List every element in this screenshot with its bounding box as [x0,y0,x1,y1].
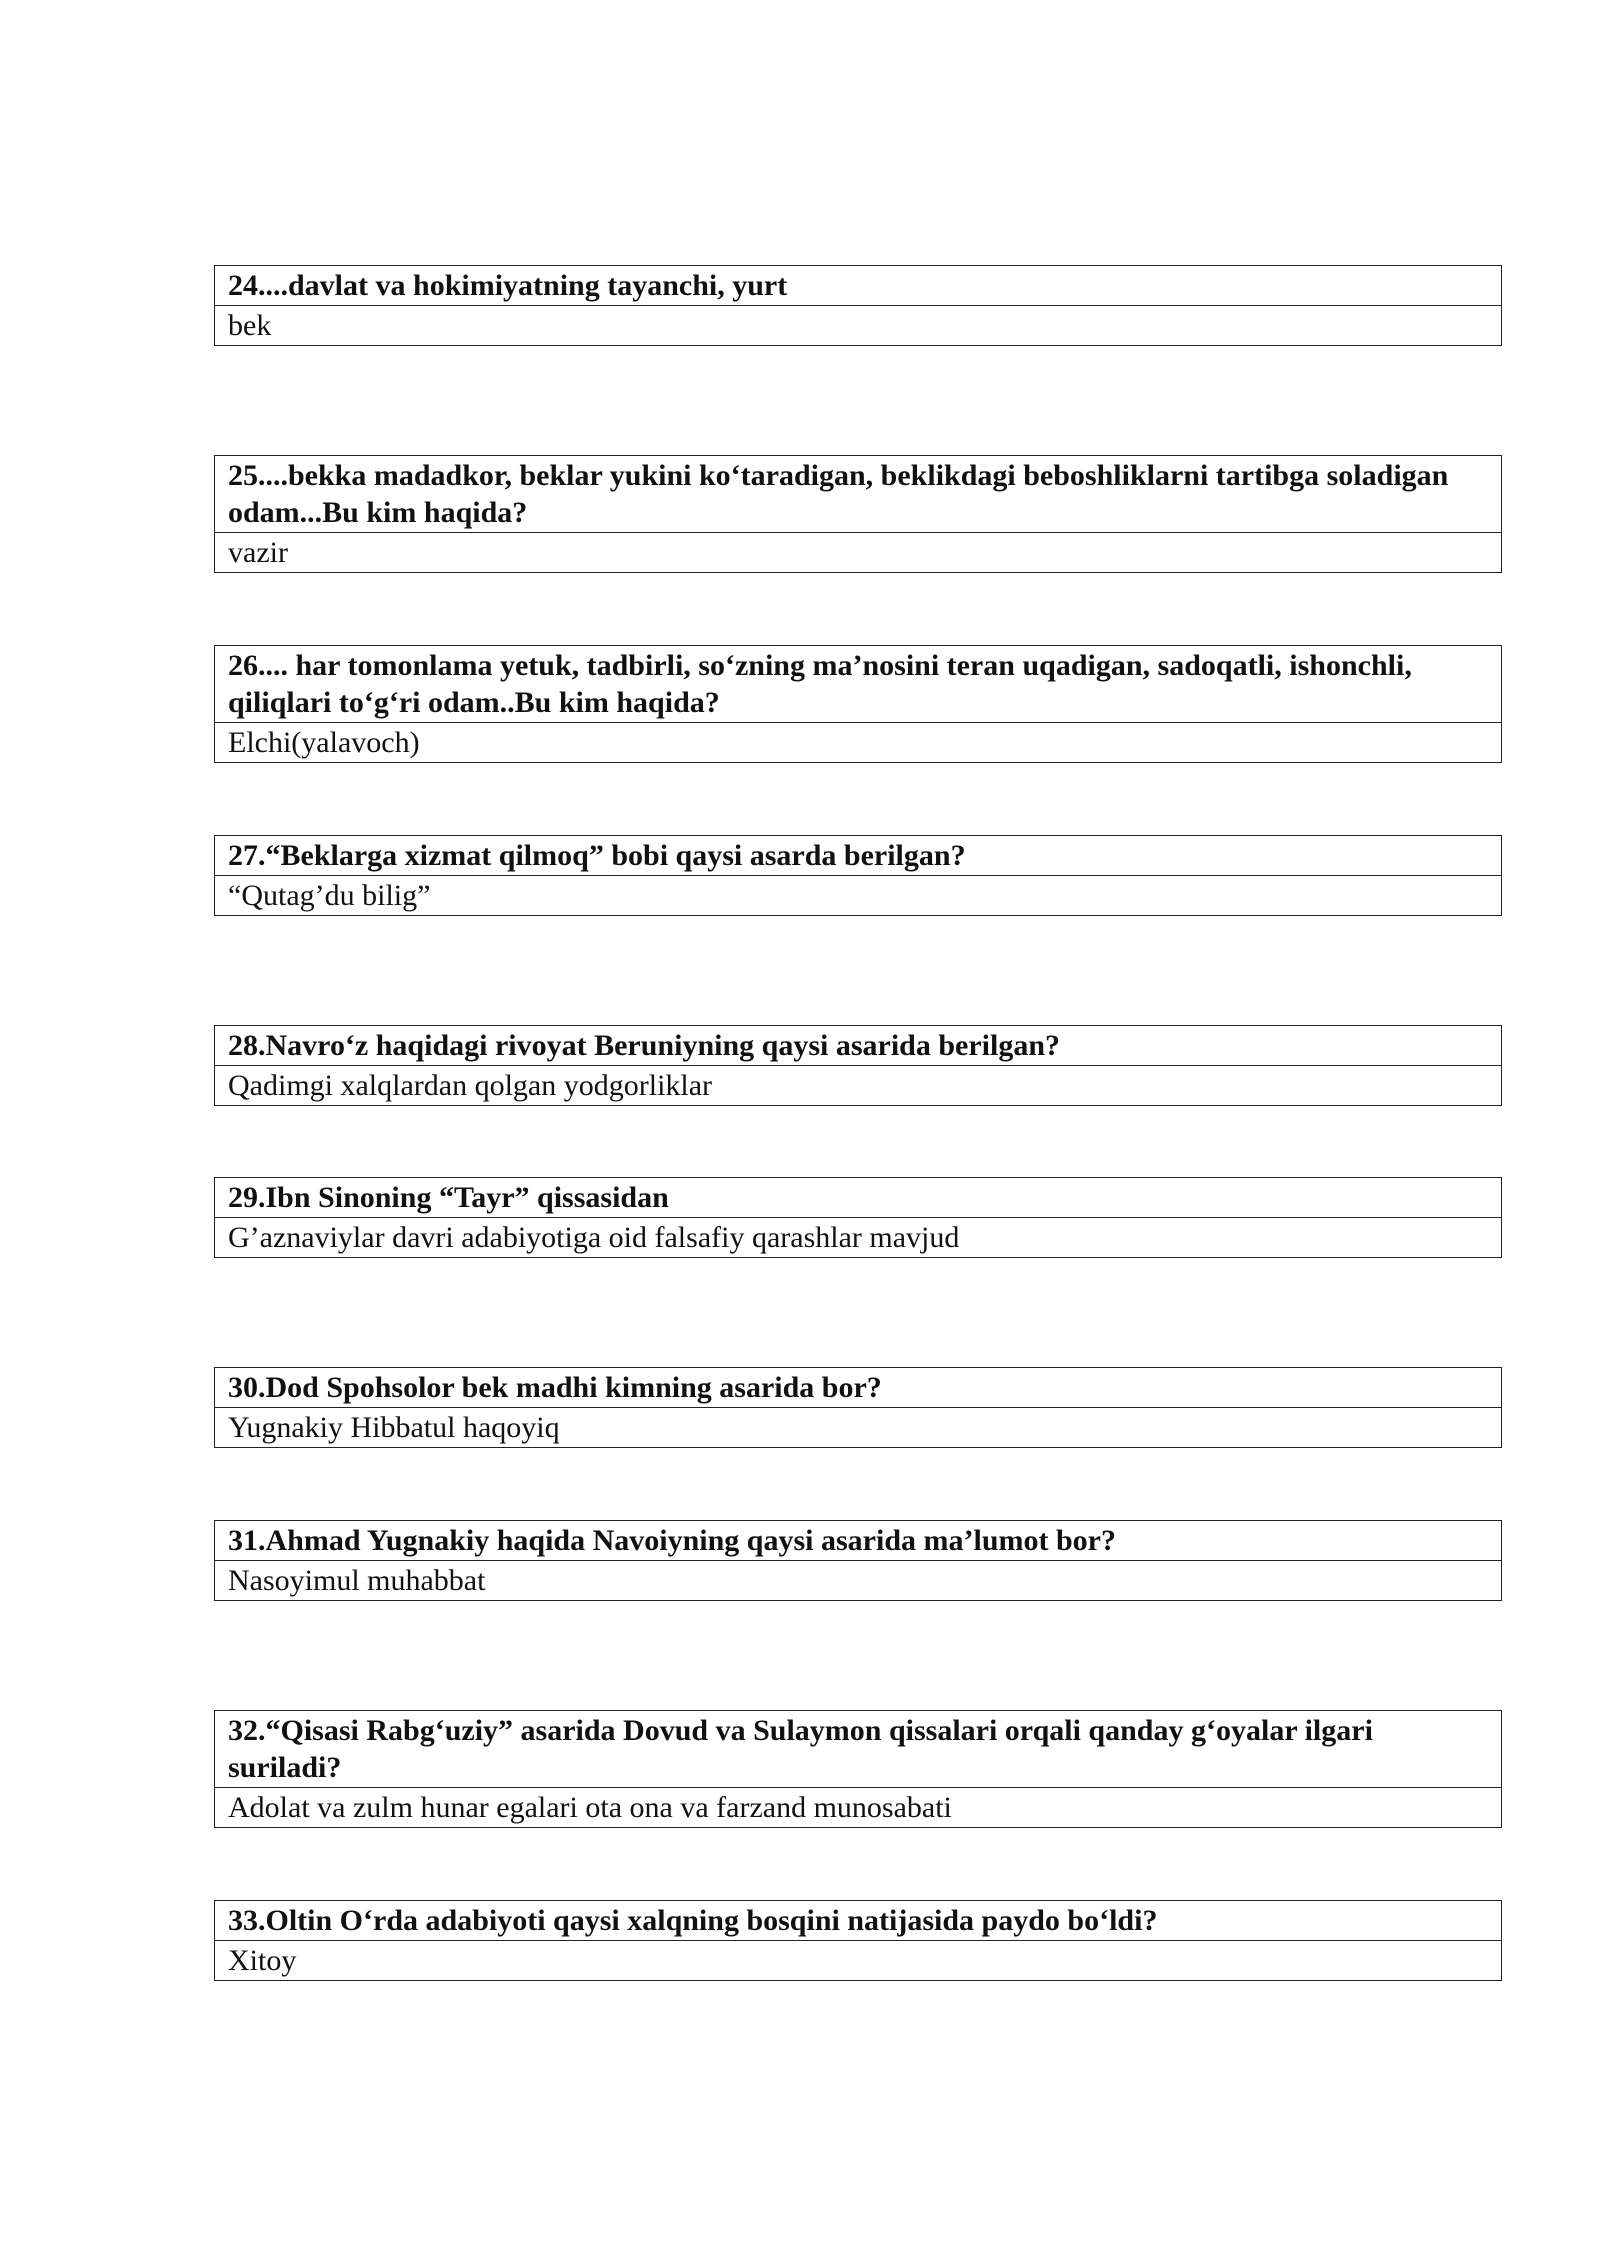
question-block-24 [214,265,1502,346]
answer-text: bek [228,309,272,342]
answer-text: Nasoyimul muhabbat [228,1564,486,1597]
question-block-31 [214,1520,1502,1601]
question-block-33 [214,1900,1502,1981]
answer-text: Adolat va zulm hunar egalari ota ona va farzand munosabati [228,1791,952,1824]
question-text: 26.... har tomonlama yetuk, tadbirli, so‘zning ma’nosini teran uqadigan, sadoqatli, ishonchli, qiliqlari to‘g‘ri odam..Bu kim haqida? [215,646,1501,723]
question-block-28 [214,1025,1502,1106]
answer-text: Yugnakiy Hibbatul haqoyiq [228,1411,560,1444]
question-text: 33.Oltin O‘rda adabiyoti qaysi xalqning bosqini natijasida paydo bo‘ldi? [215,1901,1501,1941]
question-block-25 [214,455,1502,573]
question-text: 32.“Qisasi Rabg‘uziy” asarida Dovud va Sulaymon qissalari orqali qanday g‘oyalar ilgari suriladi? [215,1711,1501,1788]
question-block-27 [214,835,1502,916]
question-block-26 [214,645,1502,763]
question-text: 29.Ibn Sinoning “Tayr” qissasidan [215,1178,1501,1218]
question-block-30 [214,1367,1502,1448]
answer-text: Xitoy [228,1944,297,1977]
answer-text: “Qutag’du bilig” [228,879,431,912]
question-text: 24....davlat va hokimiyatning tayanchi, yurt [215,266,1501,306]
question-text: 31.Ahmad Yugnakiy haqida Navoiyning qaysi asarida ma’lumot bor? [215,1521,1501,1561]
question-block-29 [214,1177,1502,1258]
question-text: 25....bekka madadkor, beklar yukini ko‘taradigan, beklikdagi beboshliklarni tartibga soladigan odam...Bu kim haqida? [215,456,1501,533]
question-text: 30.Dod Spohsolor bek madhi kimning asarida bor? [215,1368,1501,1408]
answer-text: Elchi(yalavoch) [228,726,420,759]
answer-text: vazir [228,536,288,569]
answer-text: Qadimgi xalqlardan qolgan yodgorliklar [228,1069,713,1102]
answer-text: G’aznaviylar davri adabiyotiga oid falsafiy qarashlar mavjud [228,1221,960,1254]
question-block-32 [214,1710,1502,1828]
question-text: 27.“Beklarga xizmat qilmoq” bobi qaysi asarda berilgan? [215,836,1501,876]
question-text: 28.Navro‘z haqidagi rivoyat Beruniyning qaysi asarida berilgan? [215,1026,1501,1066]
